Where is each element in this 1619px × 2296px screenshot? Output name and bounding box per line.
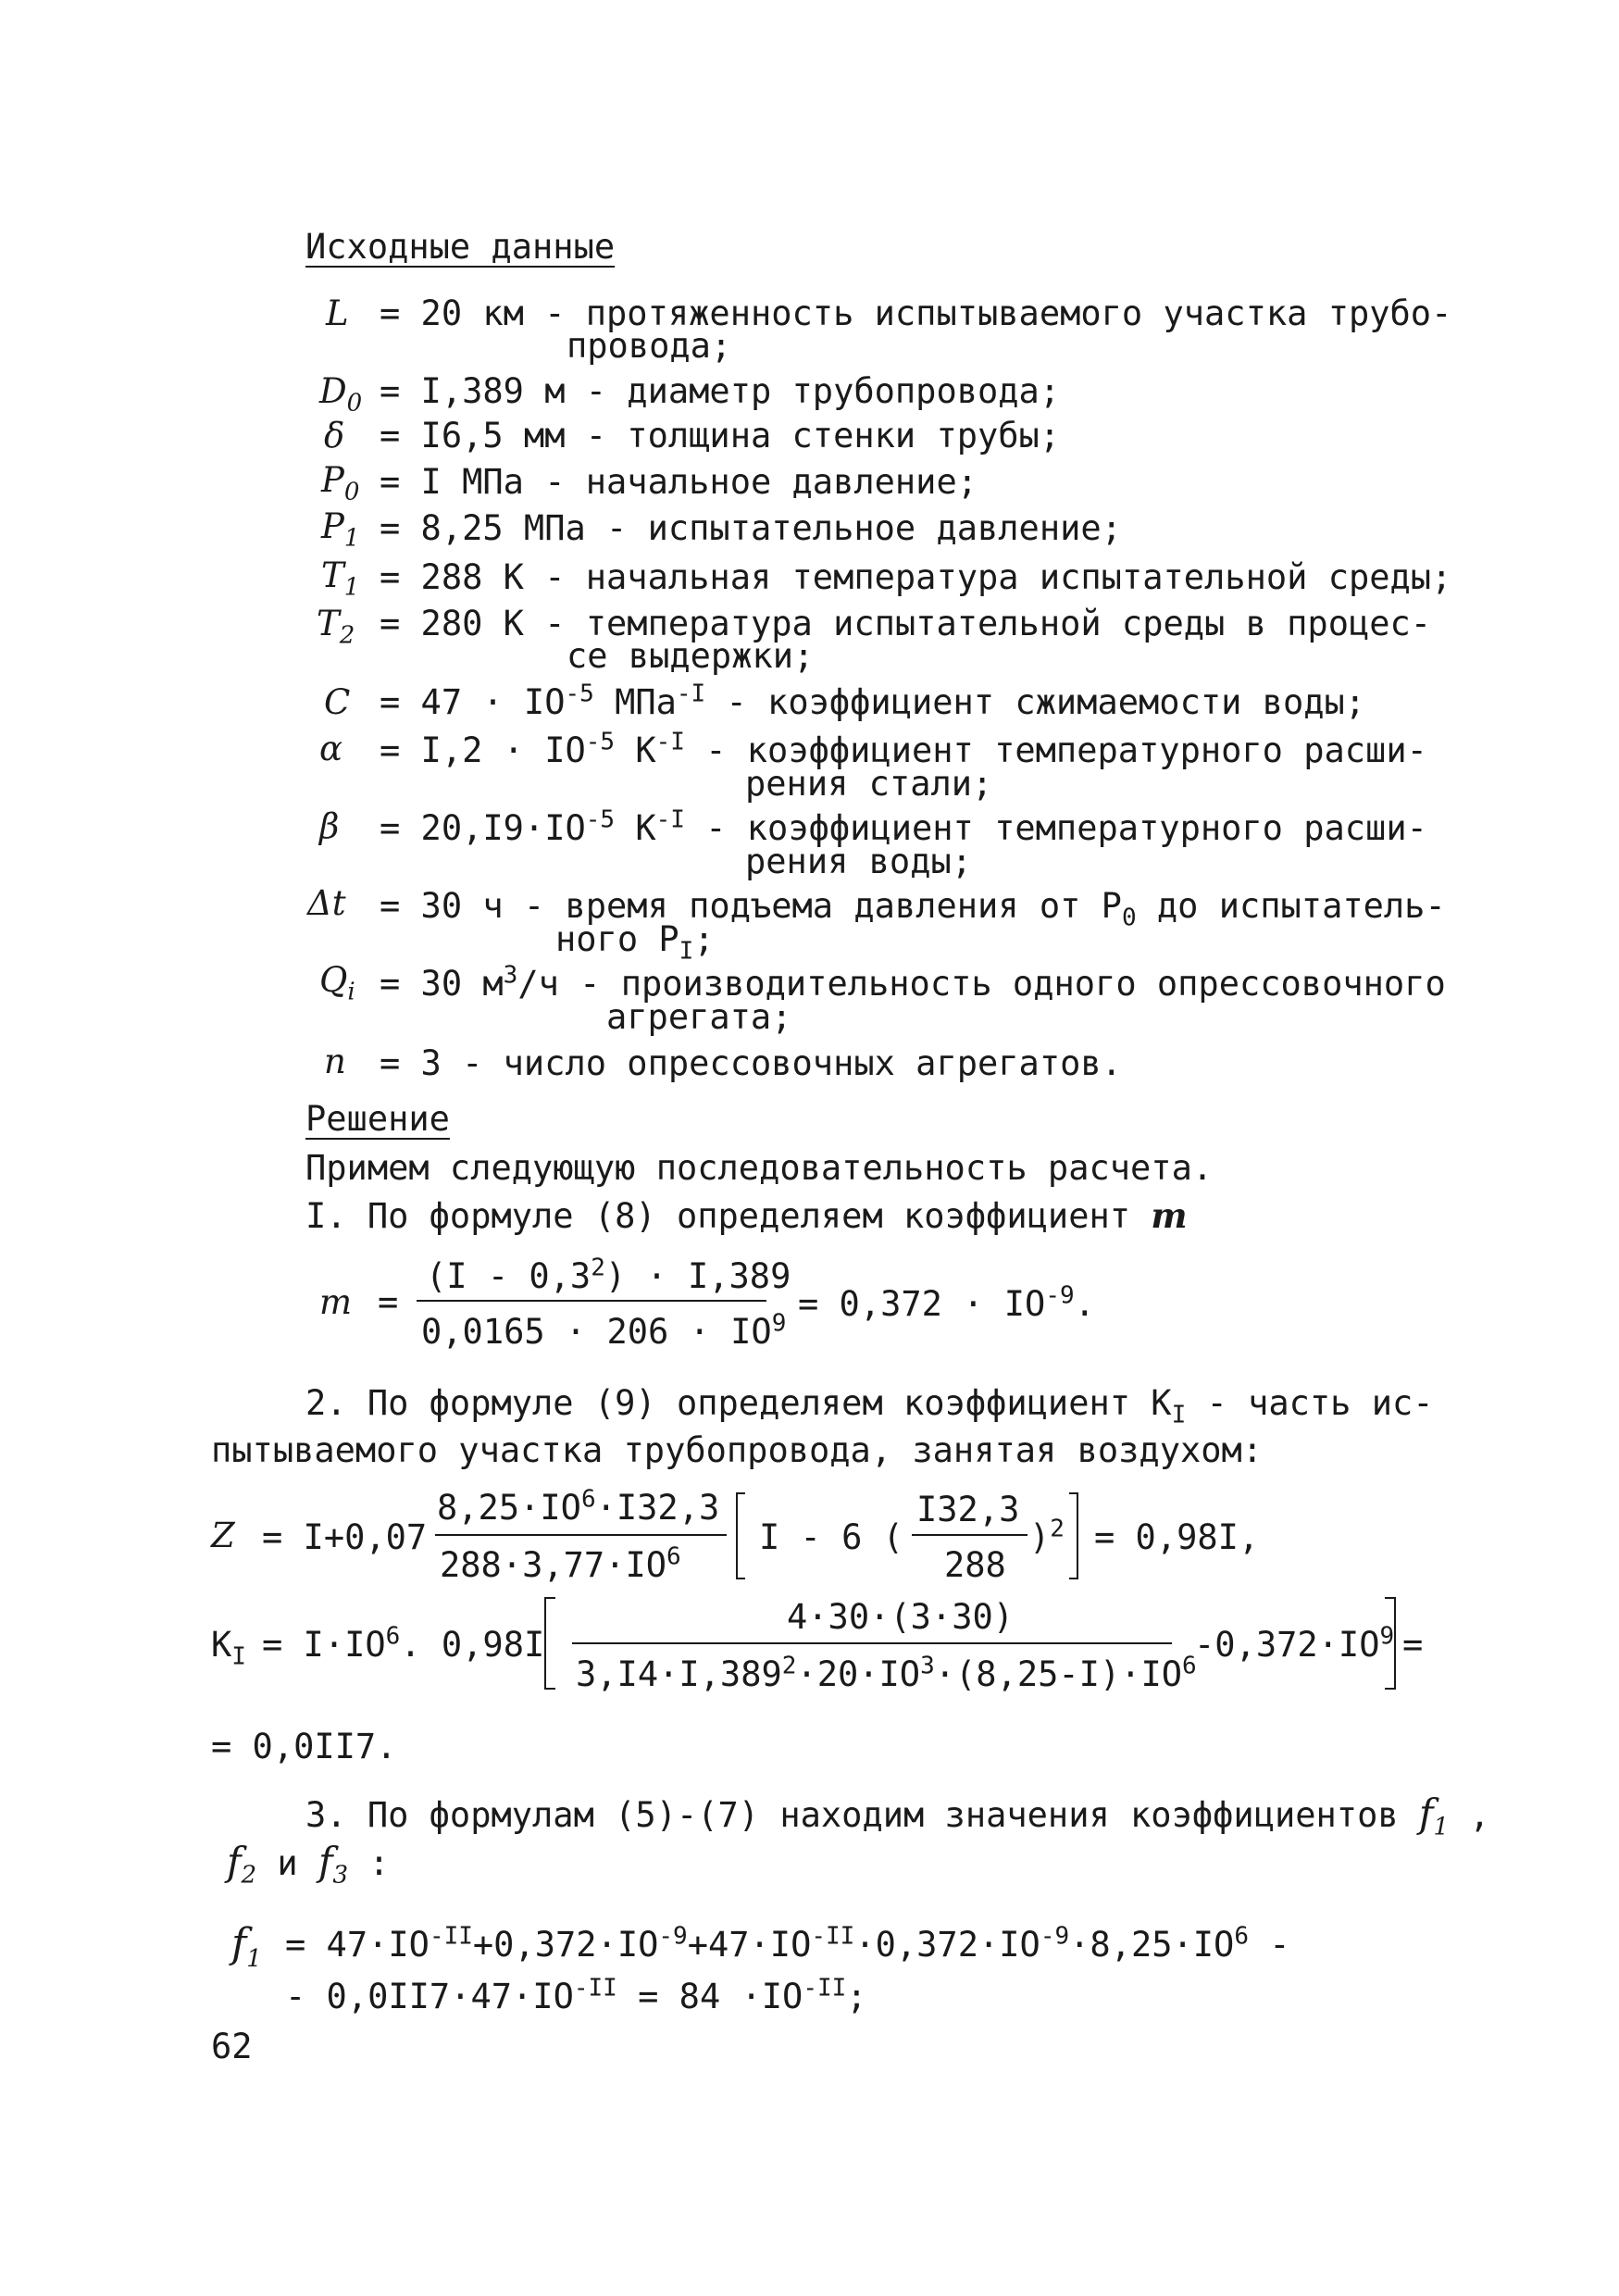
param-text: = $47 \cdot IO^{-5}$ МПа$^{-I}$ - коэффициент сжимаемости воды; [380,680,1366,722]
fraction-numerator: $8,25\cdot IO^6\cdot I32,3$ [437,1485,720,1528]
fraction-bar [417,1300,766,1302]
param-text: = I,389 м - диаметр трубопровода; [380,371,1061,411]
param-text: = 30 $м^3/ч$ - производительность одного опрессовочного [380,961,1446,1004]
param-text: = 8,25 МПа - испытательное давление; [380,508,1122,548]
param-text-cont: агрегата; [606,997,792,1037]
param-symbol: L [326,293,349,333]
bracket-left [544,1597,555,1690]
param-text-cont: провода; [567,326,732,366]
fraction-numerator: $(I - 0,3^2) \cdot I,389$ [426,1254,791,1296]
bracket-left [736,1492,745,1579]
step2-text-cont: пытываемого участка трубопровода, занятая воздухом: [211,1430,1264,1470]
param-symbol: Δt [307,883,346,923]
fraction-bar [912,1534,1027,1536]
param-text-cont: рения воды; [745,842,973,881]
fraction-bar [435,1534,727,1536]
param-text: = $I,2 \cdot IO^{-5}$ $К^{-I}$ - коэффициент температурного расши- [380,728,1427,770]
document-page: Исходные данные L = 20 км - протяженность испытываемого участка трубо- провода; $D_0$ = I,389 м - диаметр трубопровода; δ = I6,5 мм - толщина стенки трубы; $P_0$ = I МПа - начальное давление; $P_1$ = 8,25 МПа - испытательное давление; $T_1$ = 288 К - начальная температура испытательной среды; $T_2$ = 280 К - температура испытательной среды в процес- се выдержки; C = $47 \cdot IO^{-5}$ МПа$^{-I}$ - коэффициент сжимаемости воды; α = $I,2 \cdot IO^{-5}$ $К^{-I}$ - коэффициент температурного расши- рения стали; β = $20,I9\cdot IO^{-5}$ $К^{-I}$ - коэффициент температурного расши- рения воды; Δt = 30 ч - время подъема давления от $Р_0$ до испытатель- ного $Р_I$; $Q_i$ = 30 $м^3/ч$ - производительность одного опрессовочного агрегата; n = 3 - число опрессовочных агрегатов. Решение Примем следующую последовательность расчета. I. По формуле (8) определяем коэффициент m m = $(I - 0,3^2) \cdot I,389$ $0,0165 \cdot 206 \cdot IO^9$ = $0,372 \cdot IO^{-9}$. 2. По формуле (9) определяем коэффициент $К_I$ - часть ис- пытываемого участка трубопровода, занятая воздухом: Z = I+0,07 $8,25\cdot IO^6\cdot I32,3$ $288\cdot 3,77\cdot IO^6$ I - 6 ( I32,3 288 )$^2$ = 0,98I, $К_I$ = $I\cdot IO^6$. 0,98I 4·30·(3·30) $3,I4\cdot I,389^2\cdot 20\cdot IO^3\cdot(8,25-I)\cdot IO^6$ $-0,372\cdot IO^9$ = = 0,0II7. 3. По формулам (5)-(7) находим значения коэффициентов $f_1$ , $f_2$ и $f_3$ : $f_1$ = $47\cdot IO^{-II}+0,372\cdot IO^{-9}+47\cdot IO^{-II}\cdot 0,372\cdot IO^{-9}\cdot 8,25\cdot IO^6$ - - $0,0II7\cdot 47\cdot IO^{-II} = 84 \cdot IO^{-II}$; 62 [211,227,1490,2066]
heading-initial-data: Исходные данные [305,227,616,267]
param-symbol: $P_0$ [321,460,360,506]
intro-paragraph: Примем следующую последовательность расчета. [305,1148,1214,1188]
param-text: = I6,5 мм - толщина стенки трубы; [380,416,1061,455]
param-symbol: $Q_i$ [319,960,355,1006]
fraction-denominator: $3,I4\cdot I,389^2\cdot 20\cdot IO^3\cdot(8,25-I)\cdot IO^6$ [576,1652,1197,1694]
step3-text-cont: $f_2$ и $f_3$ : [227,1839,390,1890]
param-text: = 3 - число опрессовочных агрегатов. [380,1043,1122,1083]
page-number: 62 [211,2027,253,2066]
step2-text: 2. По формуле (9) определяем коэффициент $К_I$ - часть ис- [305,1383,1434,1429]
fraction-numerator: I32,3 [916,1490,1020,1529]
bracket-right [1385,1597,1396,1690]
fraction-bar [572,1642,1172,1644]
param-symbol: C [324,682,351,722]
param-text: = $20,I9\cdot IO^{-5}$ $К^{-I}$ - коэффициент температурного расши- [380,805,1427,848]
param-symbol: δ [324,416,345,455]
param-text: = I МПа - начальное давление; [380,462,978,502]
param-text: = 288 К - начальная температура испытательной среды; [380,557,1452,597]
formula-k1-result: = 0,0II7. [211,1727,397,1766]
param-text: = 20 км - протяженность испытываемого участка трубо- [380,293,1452,333]
param-symbol: β [319,806,340,846]
heading-solution: Решение [305,1099,450,1139]
param-symbol: n [324,1042,346,1081]
param-text: = 280 К - температура испытательной среды в процес- [380,604,1432,643]
param-symbol: $T_1$ [321,555,360,602]
formula-result: = 0,98I, [1094,1517,1260,1557]
param-symbol: α [319,729,342,768]
param-symbol: $T_2$ [317,604,355,650]
step1-text: I. По формуле (8) определяем коэффициент m [305,1195,1188,1236]
fraction-numerator: 4·30·(3·30) [787,1597,1015,1637]
step3-text: 3. По формулам (5)-(7) находим значения коэффициентов $f_1$ , [305,1791,1490,1841]
fraction-denominator: $0,0165 \cdot 206 \cdot IO^9$ [421,1309,787,1352]
param-text-cont: рения стали; [745,764,993,804]
fraction-denominator: 288 [944,1545,1006,1585]
fraction-denominator: $288\cdot 3,77\cdot IO^6$ [440,1542,681,1585]
param-symbol: $D_0$ [319,371,363,418]
param-text-cont: ного $Р_I$; [555,919,715,966]
bracket-right [1069,1492,1078,1579]
param-symbol: $P_1$ [321,506,360,553]
formula-result: = $0,372 \cdot IO^{-9}$. [798,1281,1095,1324]
param-text-cont: се выдержки; [567,636,815,676]
param-text: = 30 ч - время подъема давления от $Р_0$ до испытатель- [380,886,1446,932]
